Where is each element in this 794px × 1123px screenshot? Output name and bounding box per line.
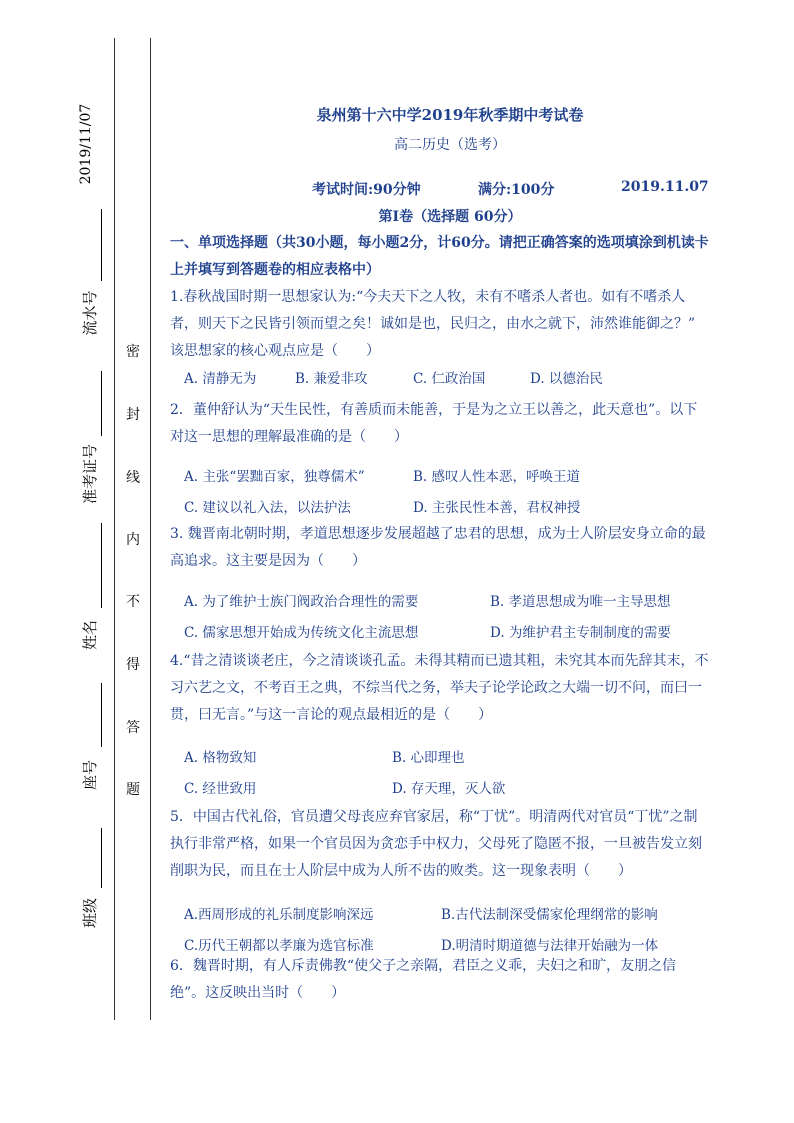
section-heading: 第Ⅰ卷（选择题 60分） bbox=[378, 209, 522, 225]
question-option: D. 为维护君主专制制度的需要 bbox=[490, 625, 671, 641]
question-option: D. 以德治民 bbox=[530, 371, 603, 387]
field-underline-seat-number bbox=[101, 683, 102, 747]
question-option: D.明清时期道德与法律开始融为一体 bbox=[441, 938, 659, 954]
question-option: C. 仁政治国 bbox=[413, 371, 486, 387]
seal-char: 题 bbox=[126, 782, 140, 798]
question-stem: 6．魏晋时期，有人斥责佛教“使父子之亲隔，君臣之义乖，夫妇之和旷，友朋之信绝”。这反映出当时（ ） bbox=[170, 958, 677, 1001]
question-stem: 5．中国古代礼俗，官员遭父母丧应弃官家居，称“丁忧”。明清两代对官员“丁忧”之制执行非常严格，如果一个官员因为贪恋手中权力，父母死了隐匿不报，一旦被告发立刻削职为民，而且在士人阶层中成为人所不齿的败类。这一现象表明（ ） bbox=[170, 809, 702, 879]
question-option: B.古代法制深受儒家伦理纲常的影响 bbox=[441, 907, 658, 923]
question-option: A. 为了维护士族门阀政治合理性的需要 bbox=[184, 594, 419, 610]
field-label-name: 姓名 bbox=[81, 620, 99, 651]
full-score: 满分:100分 bbox=[478, 182, 555, 198]
question-option: B. 孝道思想成为唯一主导思想 bbox=[490, 594, 671, 610]
seal-char: 线 bbox=[126, 470, 140, 486]
exam-date: 2019.11.07 bbox=[621, 179, 709, 195]
section-instruction: 一、单项选择题（共30小题，每小题2分，计60分。请把正确答案的选项填涂到机读卡上并填写到答题卷的相应表格中） bbox=[170, 235, 709, 278]
exam-title: 泉州第十六中学2019年秋季期中考试卷 bbox=[316, 106, 584, 124]
seal-char: 不 bbox=[126, 594, 140, 610]
question-stem: 4.“昔之清谈谈老庄，今之清谈谈孔孟。未得其精而已遗其粗，未究其本而先辞其末，不习六艺之文，不考百王之典，不综当代之务，举夫子论学论政之大端一切不问，而曰一贯，曰无言。”与这一言论的观点最相近的是（ ） bbox=[170, 653, 709, 723]
question-option: B. 感叹人性本恶，呼唤王道 bbox=[413, 469, 581, 485]
question-option: D. 存天理，灭人欲 bbox=[392, 781, 506, 797]
seal-char: 密 bbox=[126, 344, 140, 360]
question-option: D. 主张民性本善，君权神授 bbox=[413, 500, 581, 516]
question-option: B. 心即理也 bbox=[392, 750, 465, 766]
exam-subtitle: 高二历史（选考） bbox=[394, 137, 506, 153]
question-option: B. 兼爱非攻 bbox=[295, 371, 368, 387]
question-option: C. 建议以礼入法，以法护法 bbox=[184, 500, 351, 516]
field-label-serial-number: 流水号 bbox=[81, 290, 99, 336]
margin-line-right bbox=[150, 38, 151, 1020]
margin-line-left bbox=[114, 38, 115, 1020]
field-underline-class bbox=[101, 828, 102, 888]
question-option: C. 儒家思想开始成为传统文化主流思想 bbox=[184, 625, 419, 641]
question-option: A.西周形成的礼乐制度影响深远 bbox=[184, 907, 374, 923]
field-underline-name bbox=[101, 523, 102, 608]
seal-char: 答 bbox=[126, 720, 140, 736]
field-label-class: 班级 bbox=[81, 898, 99, 929]
side-date: 2019/11/07 bbox=[78, 103, 94, 185]
field-underline-serial-number bbox=[101, 209, 102, 281]
field-underline-exam-number bbox=[101, 371, 102, 436]
question-stem: 1.春秋战国时期一思想家认为:“今夫天下之人牧，未有不嗜杀人者也。如有不嗜杀人者，则天下之民皆引领而望之矣！诚如是也，民归之，由水之就下，沛然谁能御之？” 该思想家的核心观点应是（ ） bbox=[170, 289, 696, 359]
seal-char: 内 bbox=[126, 532, 140, 548]
question-option: C.历代王朝都以孝廉为选官标准 bbox=[184, 938, 374, 954]
seal-char: 封 bbox=[126, 407, 140, 423]
question-stem: 3. 魏晋南北朝时期，孝道思想逐步发展超越了忠君的思想，成为士人阶层安身立命的最高追求。这主要是因为（ ） bbox=[170, 526, 706, 569]
question-stem: 2．董仲舒认为“天生民性，有善质而未能善，于是为之立王以善之，此天意也”。以下对这一思想的理解最准确的是（ ） bbox=[170, 402, 698, 445]
field-label-exam-number: 准考证号 bbox=[81, 444, 99, 505]
question-option: A. 主张“罢黜百家，独尊儒术” bbox=[184, 469, 365, 485]
question-option: A. 清静无为 bbox=[184, 371, 257, 387]
field-label-seat-number: 座号 bbox=[81, 760, 99, 791]
question-option: A. 格物致知 bbox=[184, 750, 257, 766]
exam-time: 考试时间:90分钟 bbox=[312, 182, 421, 198]
question-option: C. 经世致用 bbox=[184, 781, 257, 797]
seal-char: 得 bbox=[126, 657, 140, 673]
